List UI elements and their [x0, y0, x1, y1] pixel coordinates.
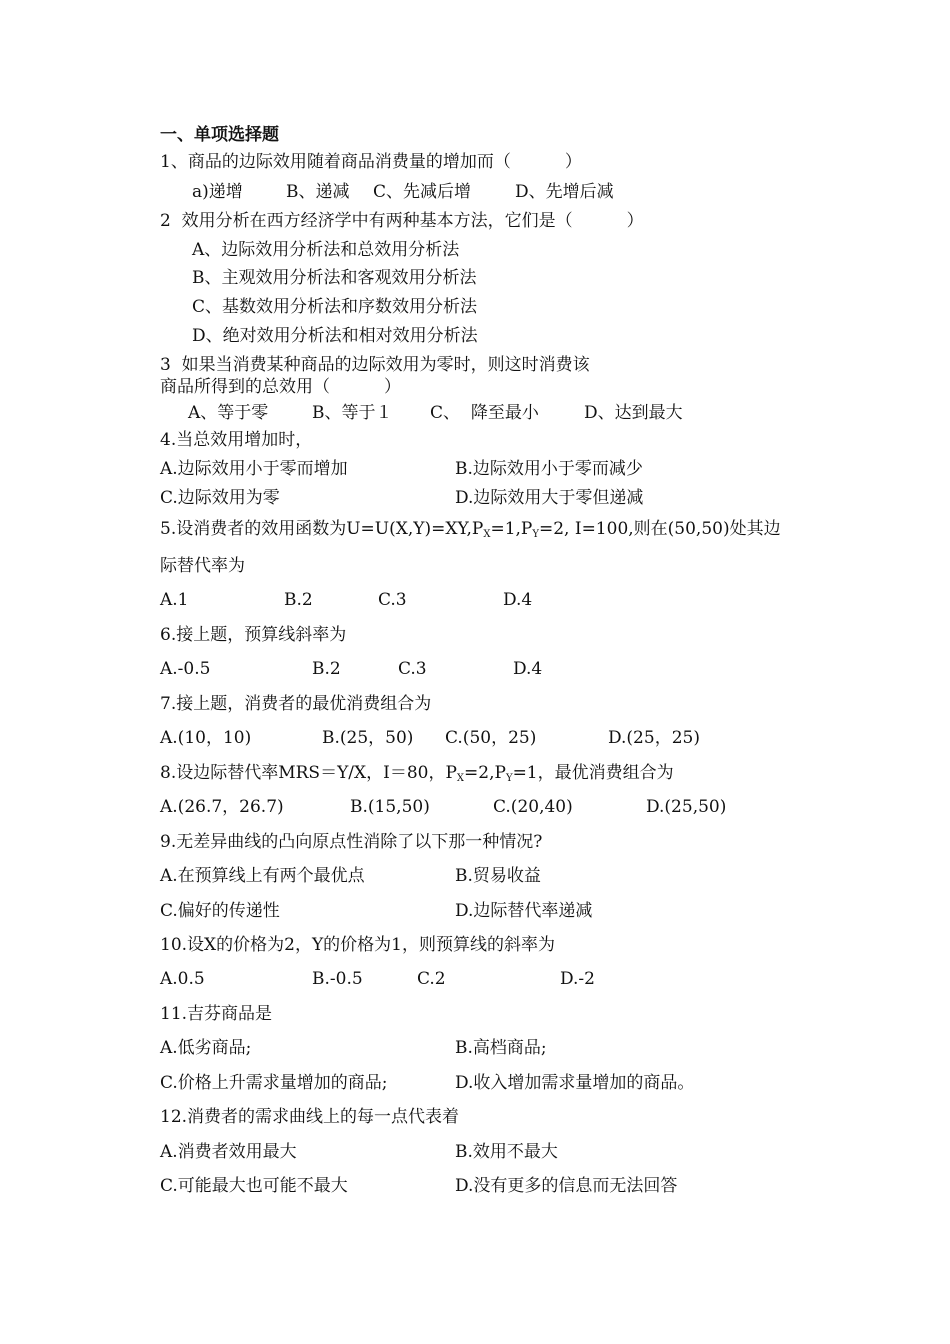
q8-stem: 8.设边际替代率MRS＝Y/X，I＝80，$P_X=2,P_Y=1$，最优消费组合为: [160, 763, 674, 784]
q6-option-b: B.2: [312, 659, 341, 679]
q5-stem: 5.设消费者的效用函数为$U=U(X,Y)=XY,P_X=1,P_Y=2$, I=100,则在(50,50)处其边: [160, 519, 781, 540]
q3-option-c: C、 降至最小: [430, 403, 539, 423]
q12-option-b: B.效用不最大: [455, 1142, 558, 1162]
q7-option-c: C.(50，25): [445, 728, 537, 748]
subscript-x: X: [456, 773, 465, 784]
q9-option-c: C.偏好的传递性: [160, 901, 280, 921]
q5-option-a: A.1: [160, 590, 189, 610]
subscript-y: Y: [532, 529, 539, 540]
q6-option-d: D.4: [513, 659, 543, 679]
q11-option-b: B.高档商品;: [455, 1038, 547, 1058]
q2-stem: 2 效用分析在西方经济学中有两种基本方法，它们是（ ）: [160, 211, 644, 231]
q10-stem: 10.设X的价格为2，Y的价格为1，则预算线的斜率为: [160, 935, 555, 955]
q7-option-b: B.(25，50): [322, 728, 414, 748]
q7-stem: 7.接上题，消费者的最优消费组合为: [160, 694, 432, 714]
section-title: 一、单项选择题: [160, 125, 279, 145]
q9-option-b: B.贸易收益: [455, 866, 541, 886]
q8-option-b: B.(15,50): [350, 797, 430, 817]
q1-option-d: D、先增后减: [515, 182, 614, 202]
q3-option-d: D、达到最大: [584, 403, 683, 423]
q2-option-a: A、边际效用分析法和总效用分析法: [192, 240, 460, 260]
q11-stem: 11.吉芬商品是: [160, 1004, 273, 1024]
q4-option-d: D.边际效用大于零但递减: [455, 488, 644, 508]
q3-stem-line1: 3 如果当消费某种商品的边际效用为零时，则这时消费该: [160, 355, 590, 375]
q10-option-b: B.-0.5: [312, 969, 363, 989]
q2-option-d: D、绝对效用分析法和相对效用分析法: [192, 326, 478, 346]
q1-stem: 1、商品的边际效用随着商品消费量的增加而（ ）: [160, 152, 582, 172]
q12-option-d: D.没有更多的信息而无法回答: [455, 1176, 678, 1196]
q6-stem: 6.接上题，预算线斜率为: [160, 625, 347, 645]
q3-stem-line2: 商品所得到的总效用（ ）: [160, 377, 402, 397]
q12-option-a: A.消费者效用最大: [160, 1142, 297, 1162]
q8-option-a: A.(26.7，26.7): [160, 797, 284, 817]
q5-stem-line2: 际替代率为: [160, 556, 245, 576]
q5-option-c: C.3: [378, 590, 407, 610]
q1-option-a: a)递增: [192, 182, 243, 202]
q9-stem: 9.无差异曲线的凸向原点性消除了以下那一种情况?: [160, 832, 543, 852]
q10-option-a: A.0.5: [160, 969, 205, 989]
q9-option-d: D.边际替代率递减: [455, 901, 593, 921]
q10-option-d: D.-2: [560, 969, 595, 989]
q4-stem: 4.当总效用增加时，: [160, 430, 313, 450]
q8-option-d: D.(25,50): [646, 797, 727, 817]
q3-option-a: A、等于零: [188, 403, 269, 423]
q6-option-c: C.3: [398, 659, 427, 679]
q11-option-c: C.价格上升需求量增加的商品;: [160, 1073, 388, 1093]
q4-option-c: C.边际效用为零: [160, 488, 280, 508]
q11-option-d: D.收入增加需求量增加的商品。: [455, 1073, 695, 1093]
q1-option-b: B、递减: [286, 182, 350, 202]
q2-option-c: C、基数效用分析法和序数效用分析法: [192, 297, 478, 317]
q5-option-d: D.4: [503, 590, 533, 610]
q8-option-c: C.(20,40): [493, 797, 573, 817]
q2-option-b: B、主观效用分析法和客观效用分析法: [192, 268, 477, 288]
q12-option-c: C.可能最大也可能不最大: [160, 1176, 348, 1196]
subscript-x: X: [483, 529, 491, 540]
subscript-y: Y: [505, 773, 513, 784]
q12-stem: 12.消费者的需求曲线上的每一点代表着: [160, 1107, 460, 1127]
q4-option-a: A.边际效用小于零而增加: [160, 459, 348, 479]
q4-option-b: B.边际效用小于零而减少: [455, 459, 643, 479]
q5-option-b: B.2: [284, 590, 313, 610]
q1-option-c: C、先减后增: [373, 182, 472, 202]
q7-option-a: A.(10，10): [160, 728, 252, 748]
q9-option-a: A.在预算线上有两个最优点: [160, 866, 365, 886]
q11-option-a: A.低劣商品;: [160, 1038, 252, 1058]
q6-option-a: A.-0.5: [160, 659, 211, 679]
q7-option-d: D.(25，25): [608, 728, 700, 748]
q10-option-c: C.2: [417, 969, 446, 989]
q3-option-b: B、等于１: [312, 403, 393, 423]
